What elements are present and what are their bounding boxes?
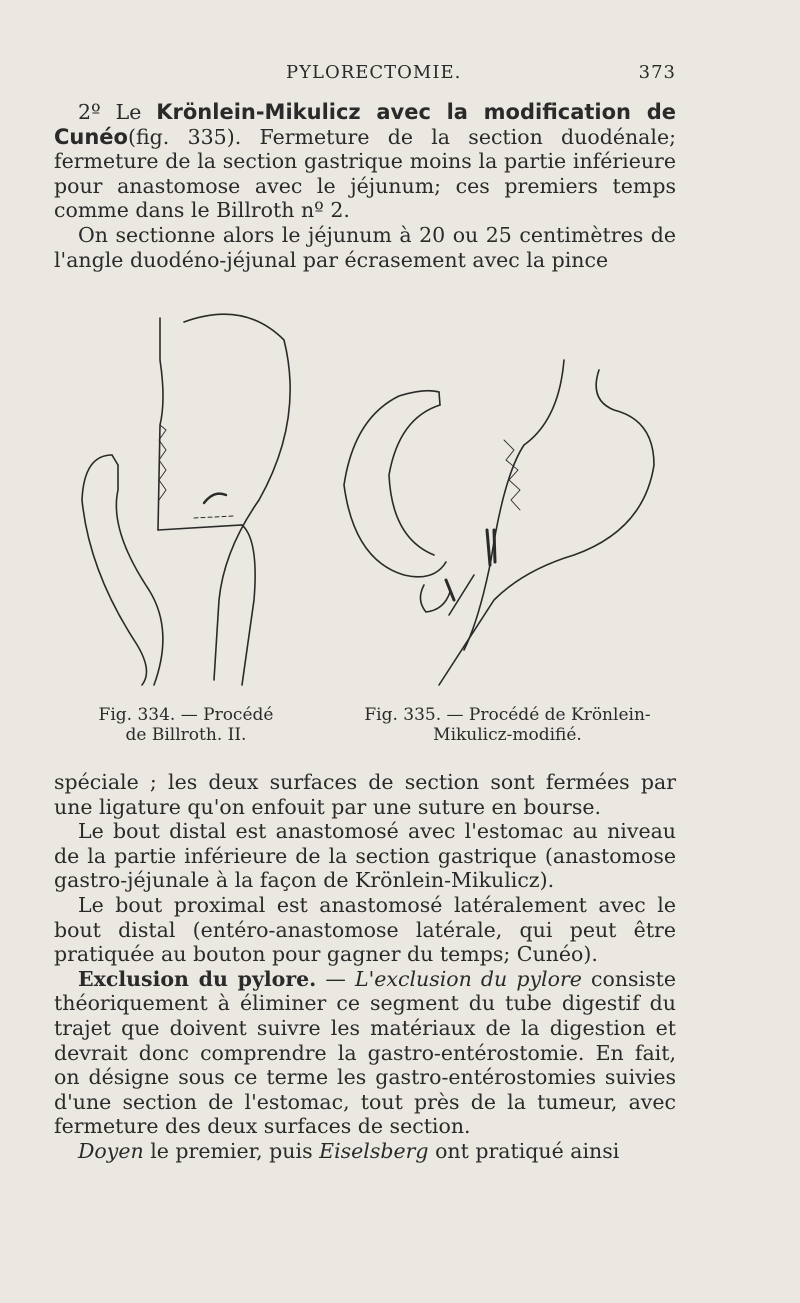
doyen-end: ont pratiqué ainsi	[428, 1138, 620, 1163]
fig334-caption-line1: Fig. 334. — Procédé	[98, 705, 274, 725]
exclusion-italic: L'exclusion du pylore	[355, 966, 582, 991]
fig335-caption-line1: Fig. 335. — Procédé de Krönlein-	[364, 705, 651, 725]
paragraph-bout-distal: Le bout distal est anastomosé avec l'estomac au niveau de la partie inférieure de la section gastrique (anastomose gastro-jéjunale à la façon de Krönlein-Mikulicz).	[54, 819, 676, 893]
top-text-block	[54, 100, 676, 272]
author-eiselsberg: Eiselsberg	[319, 1138, 429, 1163]
figure-334-drawing	[82, 314, 290, 685]
doyen-mid: le premier, puis	[143, 1138, 320, 1163]
running-header	[54, 62, 676, 88]
section-heading: Krönlein-Mikulicz avec la modification de Cunéo	[54, 100, 676, 149]
exclusion-heading: Exclusion du pylore.	[78, 966, 317, 991]
exclusion-text: consiste théoriquement à éliminer ce segment du tube digestif du trajet que doivent suivre les matériaux de la digestion et devrait donc comprendre la gastro-entérostomie. En fait, on désigne sous ce terme les gastro-entérostomies suivies d'une section de l'estomac, tout près de la tumeur, avec fermeture des deux surfaces de section.	[54, 966, 676, 1139]
bottom-text-block	[54, 770, 676, 1164]
exclusion-dash: —	[316, 966, 356, 991]
paragraph-jejunum: On sectionne alors le jéjunum à 20 ou 25 centimètres de l'angle duodéno-jéjunal par écrasement avec la pince	[54, 222, 676, 272]
page-number: 373	[638, 62, 676, 83]
fig335-caption-line2: Mikulicz-modifié.	[433, 725, 582, 745]
author-doyen: Doyen	[78, 1138, 144, 1163]
figure-reference: (fig. 335).	[127, 124, 260, 149]
paragraph-exclusion	[54, 967, 676, 1139]
item-number: 2º Le	[78, 100, 157, 124]
surgical-figures	[54, 300, 694, 700]
paragraph-bout-proximal: Le bout proximal est anastomosé latéralement avec le bout distal (entéro-anastomose latérale, qui peut être pratiquée au bouton pour gagner du temps; Cunéo).	[54, 892, 676, 967]
fig334-caption-line2: de Billroth. II.	[125, 725, 247, 745]
figure-335-drawing	[344, 360, 654, 685]
intro-paragraph	[54, 100, 676, 223]
intro-text: Fermeture de la section duodénale; fermeture de la section gastrique moins la partie inférieure pour anastomose avec le jéjunum; ces premiers temps comme dans le Billroth nº 2.	[54, 124, 676, 223]
figure-335-caption	[320, 705, 695, 745]
paragraph-doyen	[54, 1139, 676, 1164]
paragraph-speciale: spéciale ; les deux surfaces de section sont fermées par une ligature qu'on enfouit par une suture en bourse.	[54, 770, 676, 819]
figure-334-caption	[86, 705, 286, 745]
running-title: PYLORECTOMIE.	[286, 62, 462, 83]
